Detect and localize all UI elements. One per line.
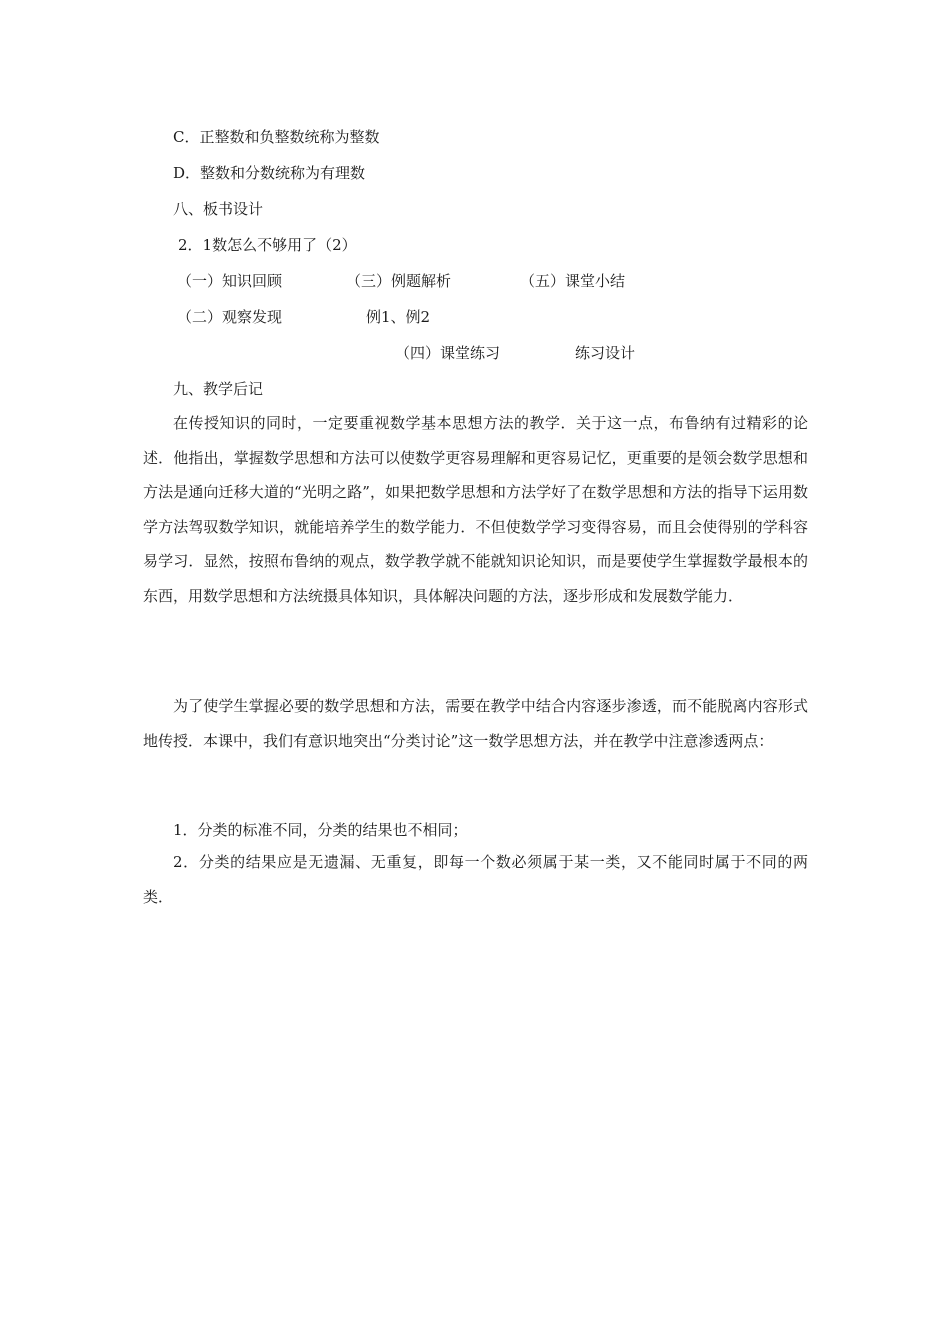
board-item-1: （一）知识回顾: [177, 272, 283, 290]
reflection-point-2: 2．分类的结果应是无遗漏、无重复，即每一个数必须属于某一类，又不能同时属于不同的两类．: [143, 853, 808, 906]
board-design-title: 2．1数怎么不够用了（2）: [178, 236, 357, 254]
board-design-heading: 八、板书设计: [173, 200, 264, 218]
board-practice: 练习设计: [575, 344, 636, 362]
board-item-4: （四）课堂练习: [395, 344, 501, 362]
reflection-paragraph-2: 为了使学生掌握必要的数学思想和方法，需要在教学中结合内容逐步渗透，而不能脱离内容形式地传授．本课中，我们有意识地突出“分类讨论”这一数学思想方法，并在教学中注意渗透两点：: [143, 697, 808, 750]
reflection-paragraph-1: 在传授知识的同时，一定要重视数学基本思想方法的教学．关于这一点，布鲁纳有过精彩的论述．他指出，掌握数学思想和方法可以使数学更容易理解和更容易记忆，更重要的是领会数学思想和方法是通向迁移大道的“光明之路”，如果把数学思想和方法学好了在数学思想和方法的指导下运用数学方法驾驭数学知识，就能培养学生的数学能力．不但使数学学习变得容易，而且会使得别的学科容易学习．显然，按照布鲁纳的观点，数学教学就不能就知识论知识，而是要使学生掌握数学最根本的东西，用数学思想和方法统摄具体知识，具体解决问题的方法，逐步形成和发展数学能力．: [143, 414, 808, 605]
option-c: C．正整数和负整数统称为整数: [173, 128, 380, 146]
board-item-2: （二）观察发现: [177, 308, 283, 326]
board-item-3: （三）例题解析: [346, 272, 452, 290]
reflection-heading: 九、教学后记: [173, 380, 264, 398]
reflection-point-1: 1．分类的标准不同，分类的结果也不相同；: [173, 821, 468, 839]
board-item-5: （五）课堂小结: [520, 272, 626, 290]
option-d: D．整数和分数统称为有理数: [173, 164, 366, 182]
board-examples: 例1、例2: [366, 308, 431, 326]
